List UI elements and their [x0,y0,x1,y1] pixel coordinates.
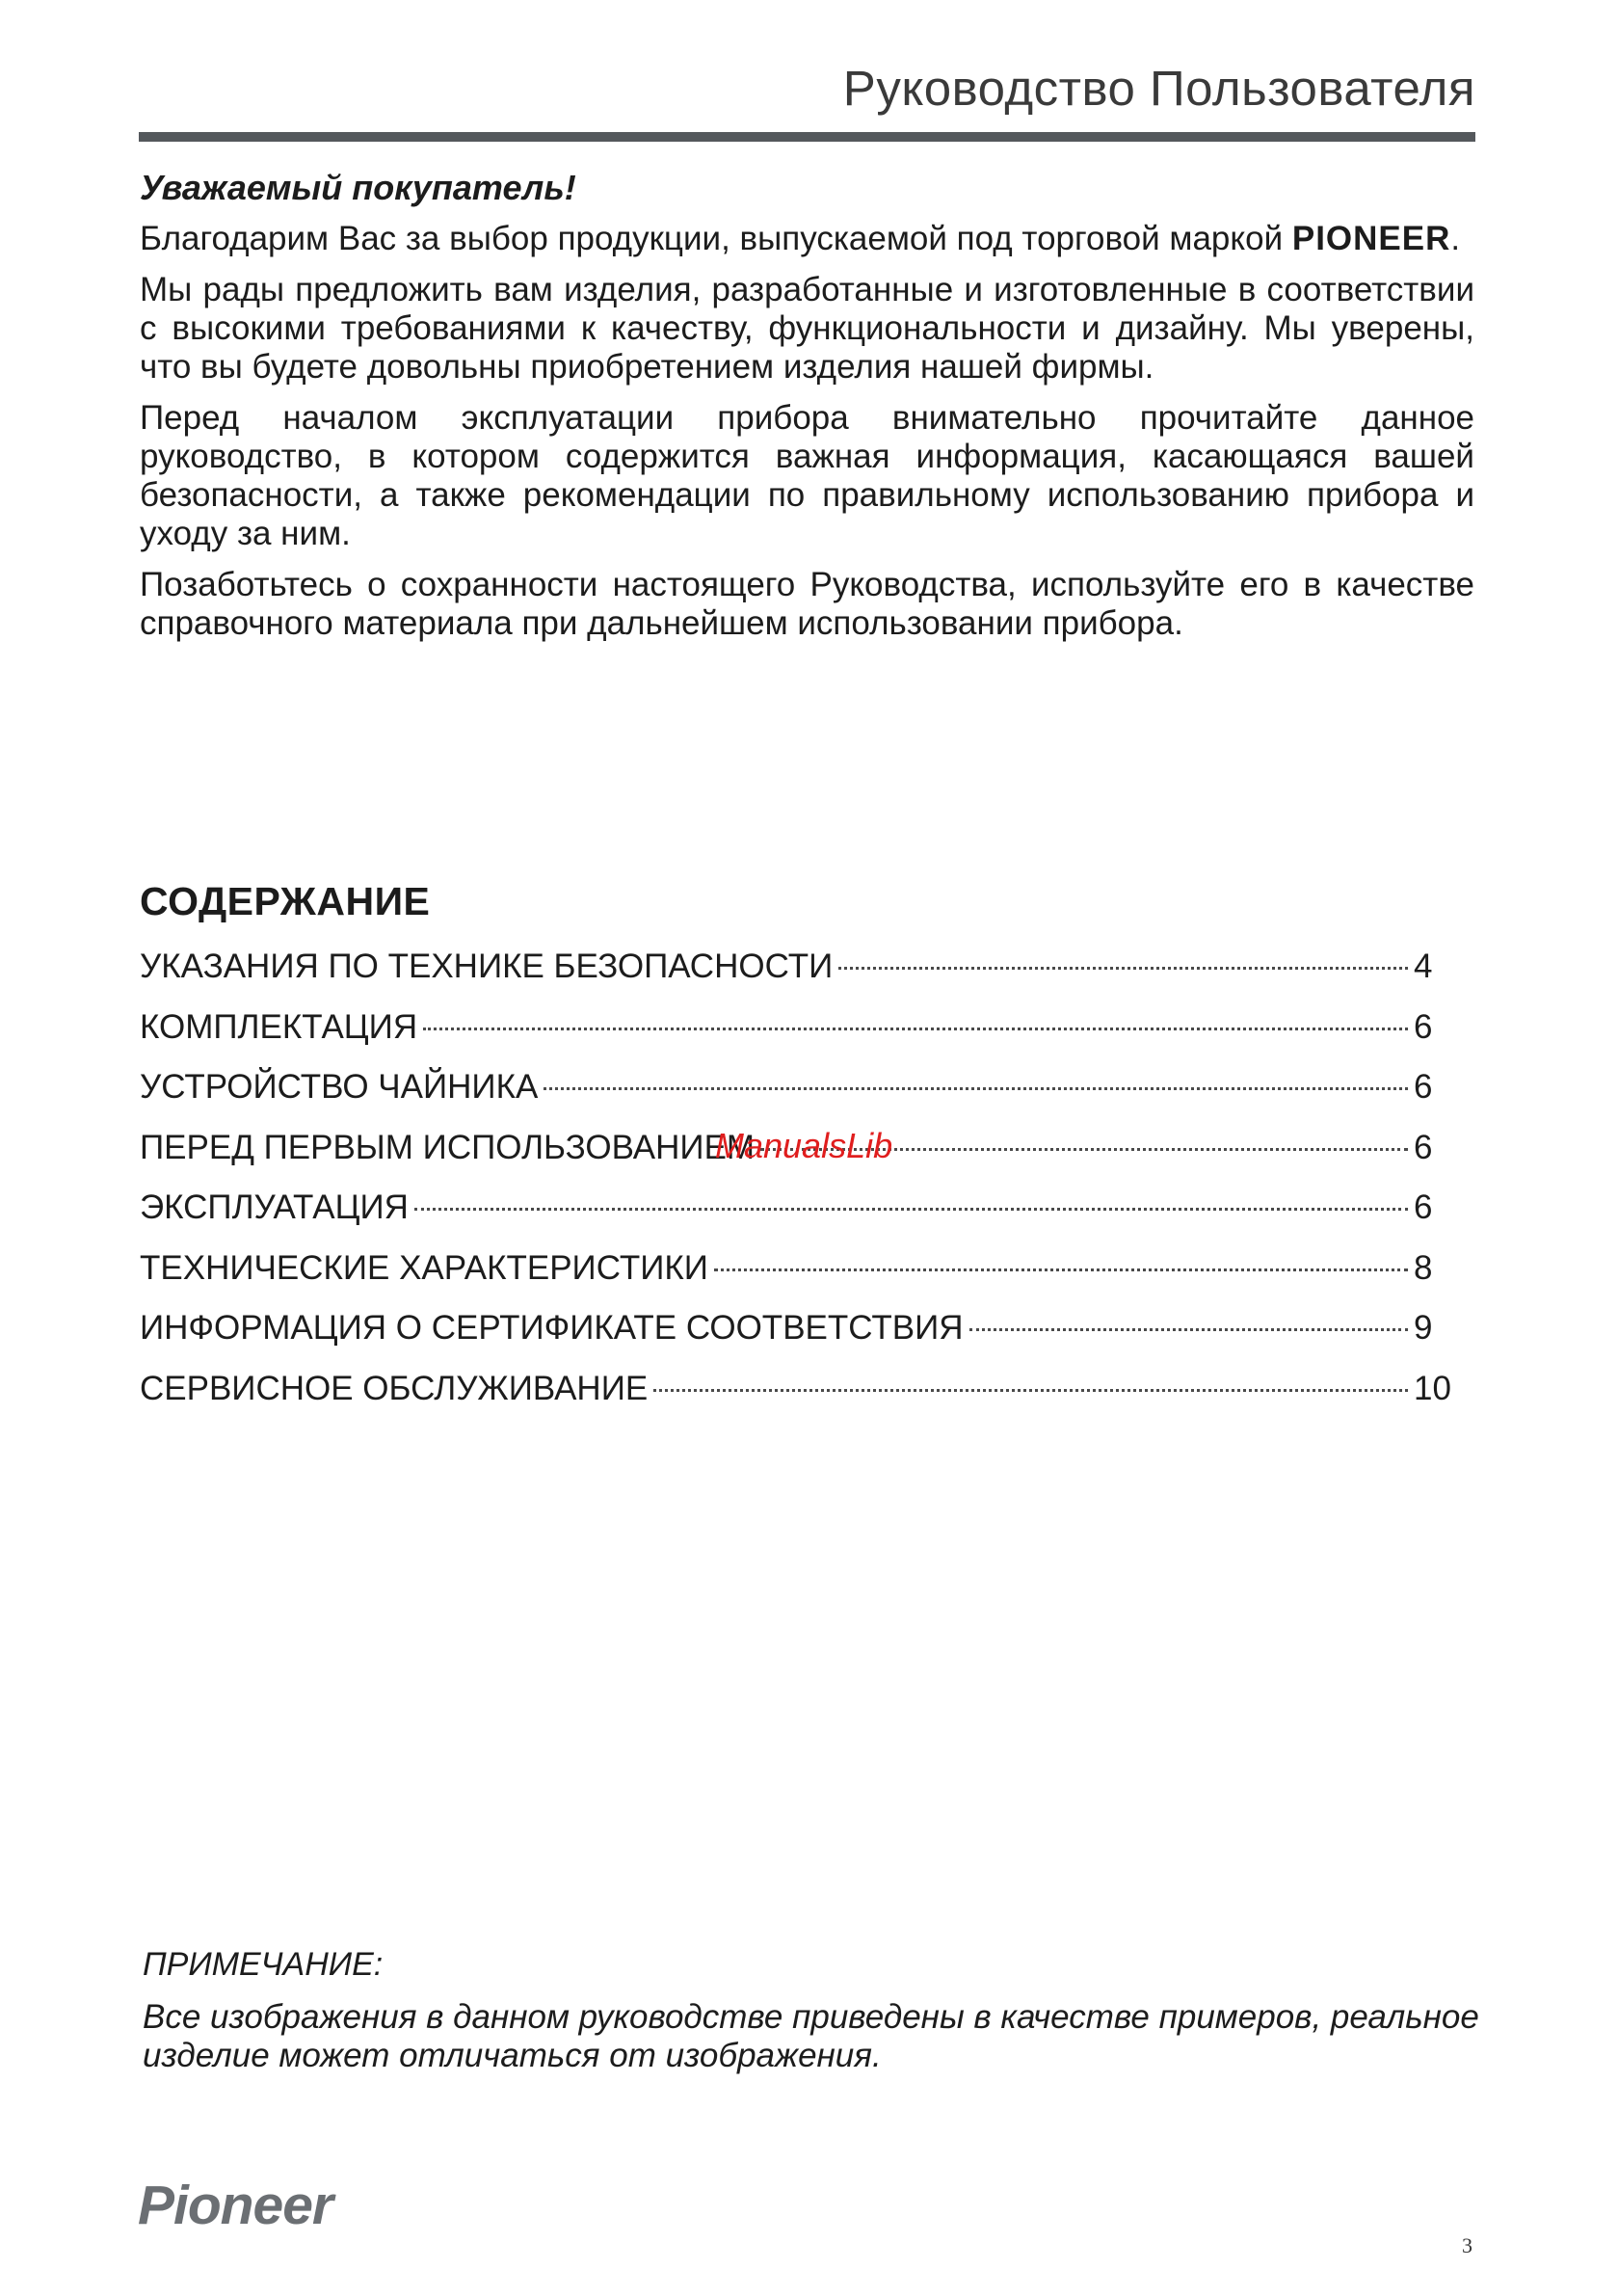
toc-entry-label: УСТРОЙСТВО ЧАЙНИКА [140,1068,539,1106]
toc-entry-label: УКАЗАНИЯ ПО ТЕХНИКЕ БЕЗОПАСНОСТИ [140,948,834,985]
watermark: ManualsLib [715,1126,893,1165]
toc-leader-dots [838,967,1408,970]
intro-paragraph-1-end: . [1450,220,1461,257]
intro-paragraph-3: Перед началом эксплуатации прибора внимательно прочитайте данное руководство, в котором содержится важная информация, касающаяся вашей безопасности, а также рекомендации по правильному использованию прибора и уходу за ним. [140,399,1474,552]
toc-leader-dots [653,1389,1408,1392]
toc-entry-page: 6 [1414,1188,1433,1226]
toc-entry[interactable] [140,1304,1470,1365]
toc-leader-dots [544,1087,1408,1090]
greeting-heading: Уважаемый покупатель! [140,168,576,207]
toc-entry-page: 6 [1414,1007,1433,1046]
toc-entry[interactable] [140,1184,1470,1244]
toc-entry[interactable] [140,1365,1470,1426]
toc-entry[interactable] [140,1244,1470,1305]
note-section [143,1944,1482,2075]
header-divider [139,132,1475,142]
intro-paragraph-1 [140,220,1474,258]
intro-paragraph-1-text: Благодарим Вас за выбор продукции, выпускаемой под торговой маркой [140,220,1292,257]
table-of-contents [140,943,1470,1425]
toc-leader-dots [714,1268,1408,1271]
toc-entry-label: ЭКСПЛУАТАЦИЯ [140,1188,409,1226]
toc-entry-page: 8 [1414,1248,1433,1287]
note-title: ПРИМЕЧАНИЕ: [143,1946,384,1983]
note-text: Все изображения в данном руководстве приведены в качестве примеров, реальное изделие может отличаться от изображения. [143,1998,1479,2074]
pioneer-logo: Pioneer [138,2175,333,2236]
toc-leader-dots [969,1328,1408,1331]
intro-paragraph-2: Мы рады предложить вам изделия, разработанные и изготовленные в соответствии с высокими требованиями к качеству, функциональности и дизайну. Мы уверены, что вы будете довольны приобретением изделия нашей фирмы. [140,271,1474,386]
toc-entry-label: КОМПЛЕКТАЦИЯ [140,1007,418,1046]
toc-entry[interactable] [140,1063,1470,1124]
toc-entry[interactable] [140,1003,1470,1064]
toc-heading: СОДЕРЖАНИЕ [140,879,431,923]
intro-paragraph-4: Позаботьтесь о сохранности настоящего Руководства, используйте его в качестве справочного материала при дальнейшем использовании прибора. [140,566,1474,642]
toc-entry-label: ПЕРЕД ПЕРВЫМ ИСПОЛЬЗОВАНИЕМ [140,1128,756,1166]
toc-entry-label: СЕРВИСНОЕ ОБСЛУЖИВАНИЕ [140,1369,649,1407]
toc-entry-page: 4 [1414,948,1433,985]
toc-entry[interactable] [140,943,1470,1003]
toc-leader-dots [423,1028,1408,1030]
brand-name: PIONEER [1291,220,1451,257]
toc-entry-label: ТЕХНИЧЕСКИЕ ХАРАКТЕРИСТИКИ [140,1248,708,1287]
intro-section [140,166,1474,655]
toc-entry-page: 6 [1414,1128,1433,1166]
toc-leader-dots [414,1208,1408,1211]
toc-entry-page: 9 [1414,1309,1433,1347]
toc-entry-page: 10 [1414,1369,1451,1407]
page-number: 3 [1462,2233,1472,2257]
toc-entry-page: 6 [1414,1068,1433,1106]
page-header-title: Руководство Пользователя [842,61,1475,116]
toc-entry-label: ИНФОРМАЦИЯ О СЕРТИФИКАТЕ СООТВЕТСТВИЯ [140,1309,964,1347]
